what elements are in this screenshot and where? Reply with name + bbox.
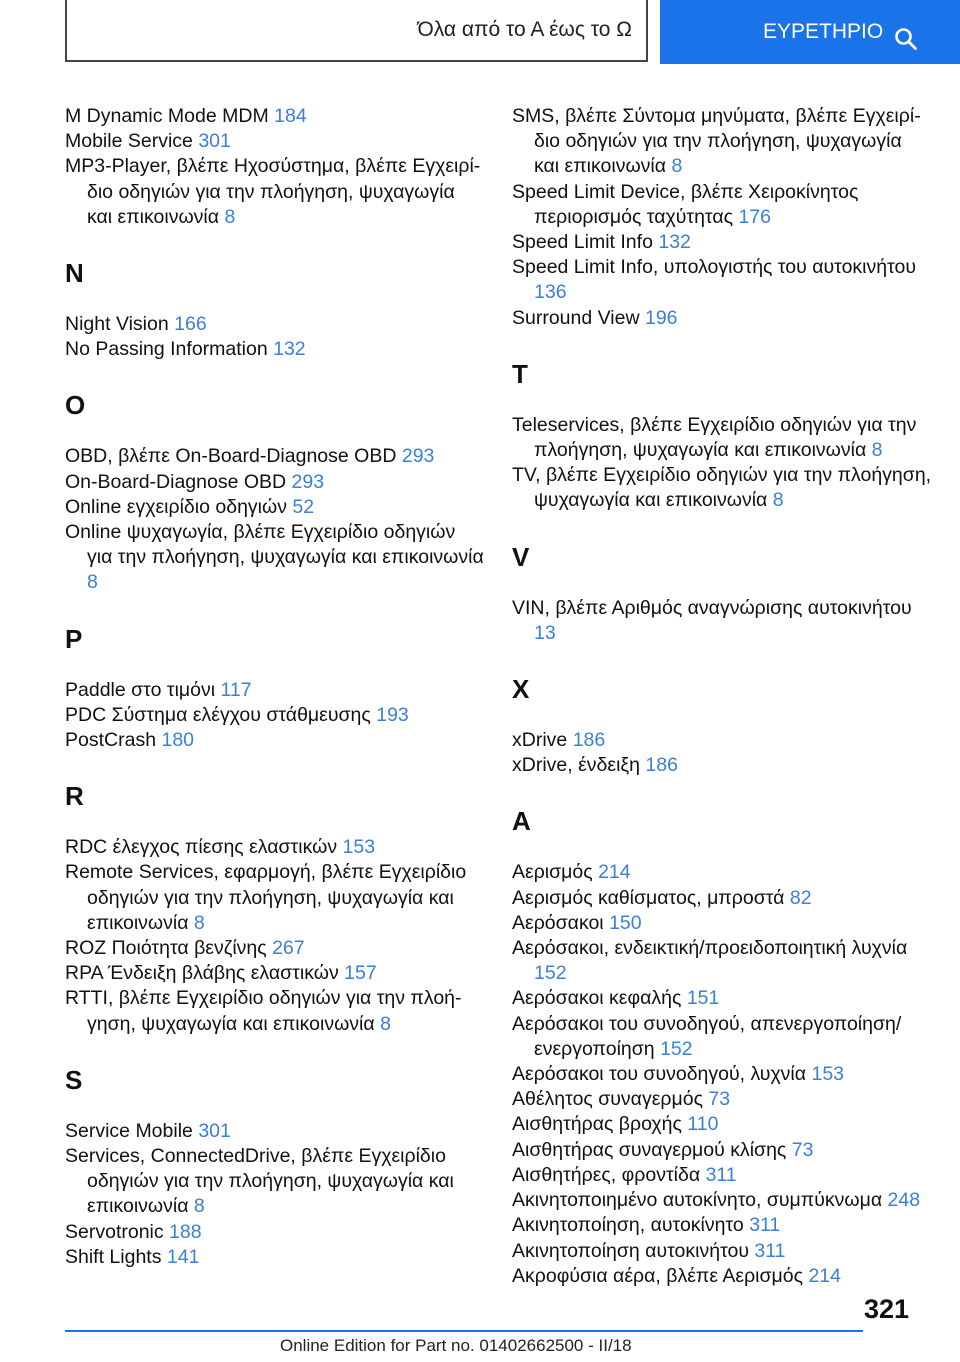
page-reference-link[interactable]: 152 [660,1037,693,1060]
index-entry-text: Αερόσακοι, ενδεικτική/προειδοποιητική λυχνία [512,937,908,960]
tab-a-to-z-label: Όλα από το Α έως το Ω [417,18,632,41]
index-entry-text: Αισθητήρας συναγερμού κλίσης [512,1138,787,1161]
index-column-right [512,104,932,1289]
index-entry [65,470,485,495]
index-entry [512,986,932,1011]
page-reference-link[interactable]: 8 [671,155,683,178]
index-entry-text: Ακροφύσια αέρα, βλέπε Αερισμός [512,1264,804,1287]
index-entry [512,911,932,936]
index-entry [512,463,932,513]
page-reference-link[interactable]: 136 [534,281,567,304]
page-reference-link[interactable]: 184 [274,105,307,127]
page-reference-link[interactable]: 13 [534,621,556,644]
index-entry [65,835,485,860]
index-entry-text: Remote Services, εφαρμογή, βλέπε Εγχειρίδιο οδηγιών για την πλοήγηση, ψυχαγωγία και επικοινωνία [65,861,467,934]
index-entry [65,936,485,961]
index-entry-text: Speed Limit Device, βλέπε Χειροκίνητος περιορισμός ταχύτητας [512,180,859,228]
index-entry-text: Αερόσακοι του συνοδηγού, απενεργοποίηση/ ενεργοποίηση [512,1012,902,1060]
page-reference-link[interactable]: 73 [791,1138,814,1161]
index-entry [65,154,485,230]
page-reference-link[interactable]: 150 [609,911,642,934]
index-entry-text: Paddle στο τιμόνι [65,678,216,701]
index-entry [512,1112,932,1137]
index-entry [512,936,932,986]
page-reference-link[interactable]: 311 [705,1163,737,1186]
page-reference-link[interactable]: 52 [292,495,315,518]
page-reference-link[interactable]: 8 [871,439,883,462]
index-entry-text: Services, ConnectedDrive, βλέπε Εγχειρίδιο οδηγιών για την πλοήγηση, ψυχαγωγία και επικοινωνία [65,1145,454,1218]
index-section-letter: X [512,674,530,705]
index-column-left [65,104,485,1270]
index-entry [512,1062,932,1087]
index-entry-text: VIN, βλέπε Αριθμός αναγνώρισης αυτοκινήτου [512,596,912,619]
page-reference-link[interactable]: 267 [272,937,305,960]
page-reference-link[interactable]: 186 [645,754,678,777]
index-entry [65,495,485,520]
page-reference-link[interactable]: 8 [87,571,98,594]
page-reference-link[interactable]: 73 [708,1088,731,1111]
page-reference-link[interactable]: 151 [686,987,720,1010]
index-entry [65,444,485,469]
index-entry [512,104,932,180]
index-entry [65,337,485,362]
index-entry [65,728,485,753]
index-entry [65,312,485,337]
index-entry [512,1213,932,1238]
index-entry [65,1144,485,1220]
index-entry-text: xDrive, ένδειξη [512,754,640,777]
index-section-letter: T [512,358,528,389]
index-entry [65,678,485,703]
page-reference-link[interactable]: 82 [789,886,812,909]
index-entry [512,596,932,646]
page-reference-link[interactable]: 311 [754,1239,786,1262]
index-entry-text: On-Board-Diagnose OBD [65,470,287,493]
index-entry-text: Ακινητοποιημένο αυτοκίνητο, συμπύκνωμα [512,1189,883,1212]
page-header [0,0,960,66]
page-reference-link[interactable]: 166 [174,313,207,336]
index-entry [65,129,485,154]
page-number: 321 [864,1294,910,1324]
page-reference-link[interactable]: 196 [644,306,678,329]
page-reference-link[interactable]: 153 [342,836,376,859]
page-reference-link[interactable]: 311 [749,1214,781,1237]
index-entry-text: Ακινητοποίηση, αυτοκίνητο [512,1214,744,1237]
index-entry [512,230,932,255]
page-reference-link[interactable]: 110 [687,1113,719,1136]
index-entry-text: Speed Limit Info [512,231,653,254]
index-entry-text: xDrive [512,729,568,752]
index-entry-text: RPA Ένδειξη βλάβης ελαστικών [65,962,339,985]
page-reference-link[interactable]: 301 [198,130,231,153]
page-reference-link[interactable]: 153 [811,1063,845,1086]
index-entry-text: Servotronic [65,1220,164,1243]
index-entry [512,1087,932,1112]
tab-index[interactable] [660,0,960,64]
page-reference-link[interactable]: 8 [193,911,205,934]
page-reference-link[interactable]: 188 [169,1220,202,1243]
index-entry [512,1264,932,1289]
index-entry-text: Mobile Service [65,130,193,153]
index-entry [65,1119,485,1144]
page-reference-link[interactable]: 8 [224,205,236,228]
index-entry-text: Αθέλητος συναγερμός [512,1088,703,1111]
tab-index-label: ΕΥΡΕΤΗΡΙΟ [763,20,884,43]
page-reference-link[interactable]: 214 [598,861,631,884]
page-reference-link[interactable]: 293 [401,445,435,468]
index-entry-text: Online ψυχαγωγία, βλέπε Εγχειρίδιο οδηγιών για την πλοήγηση, ψυχαγωγία και επικοινωνία [65,521,484,569]
page-reference-link[interactable]: 301 [198,1119,231,1142]
index-entry-text: Shift Lights [65,1245,162,1268]
page-reference-link[interactable]: 152 [534,962,567,985]
index-entry-text: PDC Σύστημα ελέγχου στάθμευσης [65,703,371,726]
index-entry [512,180,932,230]
index-entry [65,104,485,129]
page-reference-link[interactable]: 186 [572,729,606,752]
index-entry-text: Αισθητήρες, φροντίδα [512,1163,701,1186]
index-entry [512,255,932,305]
index-entry-text: Surround View [512,306,640,329]
page-reference-link[interactable]: 193 [376,703,409,726]
index-entry [512,860,932,885]
index-entry [512,1012,932,1062]
index-section-letter: N [65,258,84,289]
index-entry-text: Online εγχειρίδιο οδηγιών [65,495,287,518]
page-reference-link[interactable]: 132 [658,231,691,254]
page-reference-link[interactable]: 214 [808,1264,841,1287]
index-entry [512,413,932,463]
page-reference-link[interactable]: 8 [772,489,784,512]
index-entry [512,886,932,911]
index-entry [512,728,932,753]
index-entry-text: M Dynamic Mode MDM [65,105,269,127]
index-entry-text: No Passing Information [65,338,268,361]
index-entry-text: Αερισμός [512,861,593,884]
page-reference-link[interactable]: 117 [220,678,252,701]
index-entry-text: Speed Limit Info, υπολογιστής του αυτοκινήτου [512,256,917,279]
index-entry-text: Service Mobile [65,1119,193,1142]
index-entry [512,1138,932,1163]
index-entry [65,860,485,936]
index-entry-text: Ακινητοποίηση αυτοκινήτου [512,1239,749,1262]
index-entry-text: Αερόσακοι [512,911,604,934]
index-entry-text: PostCrash [65,729,157,752]
index-entry-text: SMS, βλέπε Σύντομα μηνύματα, βλέπε Εγχειρίδιο οδηγιών για την πλοήγηση, ψυχαγωγία και επικοινωνία [512,105,921,178]
index-section-letter: S [65,1064,83,1095]
index-entry [512,1163,932,1188]
tab-a-to-z[interactable] [65,0,648,62]
index-entry-text: Αισθητήρας βροχής [512,1113,682,1136]
index-entry [65,961,485,986]
index-entry-text: Night Vision [65,313,169,336]
index-entry-text: MP3-Player, βλέπε Ηχοσύστημα, βλέπε Εγχειρίδιο οδηγιών για την πλοήγηση, ψυχαγωγία και επικοινωνία [65,155,481,228]
index-section-letter: V [512,541,530,572]
page-reference-link[interactable]: 8 [380,1012,391,1035]
index-section-letter: O [65,390,86,421]
index-section-letter: P [65,623,83,654]
page-reference-link[interactable]: 180 [161,729,195,752]
edition-text: Online Edition for Part no. 01402662500 - II/18 [280,1336,632,1355]
index-entry-text: Αερόσακοι του συνοδηγού, λυχνία [512,1063,807,1086]
index-entry-text: Αερόσακοι κεφαλής [512,987,682,1010]
page-reference-link[interactable]: 248 [887,1189,921,1212]
index-entry [65,986,485,1036]
index-entry-text: Teleservices, βλέπε Εγχειρίδιο οδηγιών για την πλοήγηση, ψυχαγωγία και επικοινωνία [512,413,917,462]
index-entry-text: OBD, βλέπε On-Board-Diagnose OBD [65,445,397,468]
page-reference-link[interactable]: 293 [291,470,325,493]
index-entry-text: RDC έλεγχος πίεσης ελαστικών [65,836,338,859]
index-entry [512,1239,932,1264]
index-entry [65,1220,485,1245]
index-entry [512,1188,932,1213]
index-entry-text: ROZ Ποιότητα βενζίνης [65,937,267,960]
page-reference-link[interactable]: 132 [273,338,306,361]
index-entry [65,520,485,596]
index-section-letter: R [65,781,84,812]
index-entry [512,306,932,331]
index-section-letter: Α [512,806,531,837]
index-entry [512,753,932,778]
page-reference-link[interactable]: 157 [344,962,377,985]
footer-divider [65,1330,863,1332]
page-reference-link[interactable]: 176 [738,205,771,228]
index-entry-text: TV, βλέπε Εγχειρίδιο οδηγιών για την πλοήγηση, ψυχαγωγία και επικοινωνία [512,464,932,512]
index-entry-text: RTTI, βλέπε Εγχειρίδιο οδηγιών για την πλοήγηση, ψυχαγωγία και επικοινωνία [65,987,462,1035]
page-reference-link[interactable]: 8 [193,1195,205,1218]
index-entry [65,703,485,728]
index-entry-text: Αερισμός καθίσματος, μπροστά [512,886,785,909]
search-icon[interactable] [894,27,918,51]
page-reference-link[interactable]: 141 [166,1245,200,1268]
index-entry [65,1245,485,1270]
